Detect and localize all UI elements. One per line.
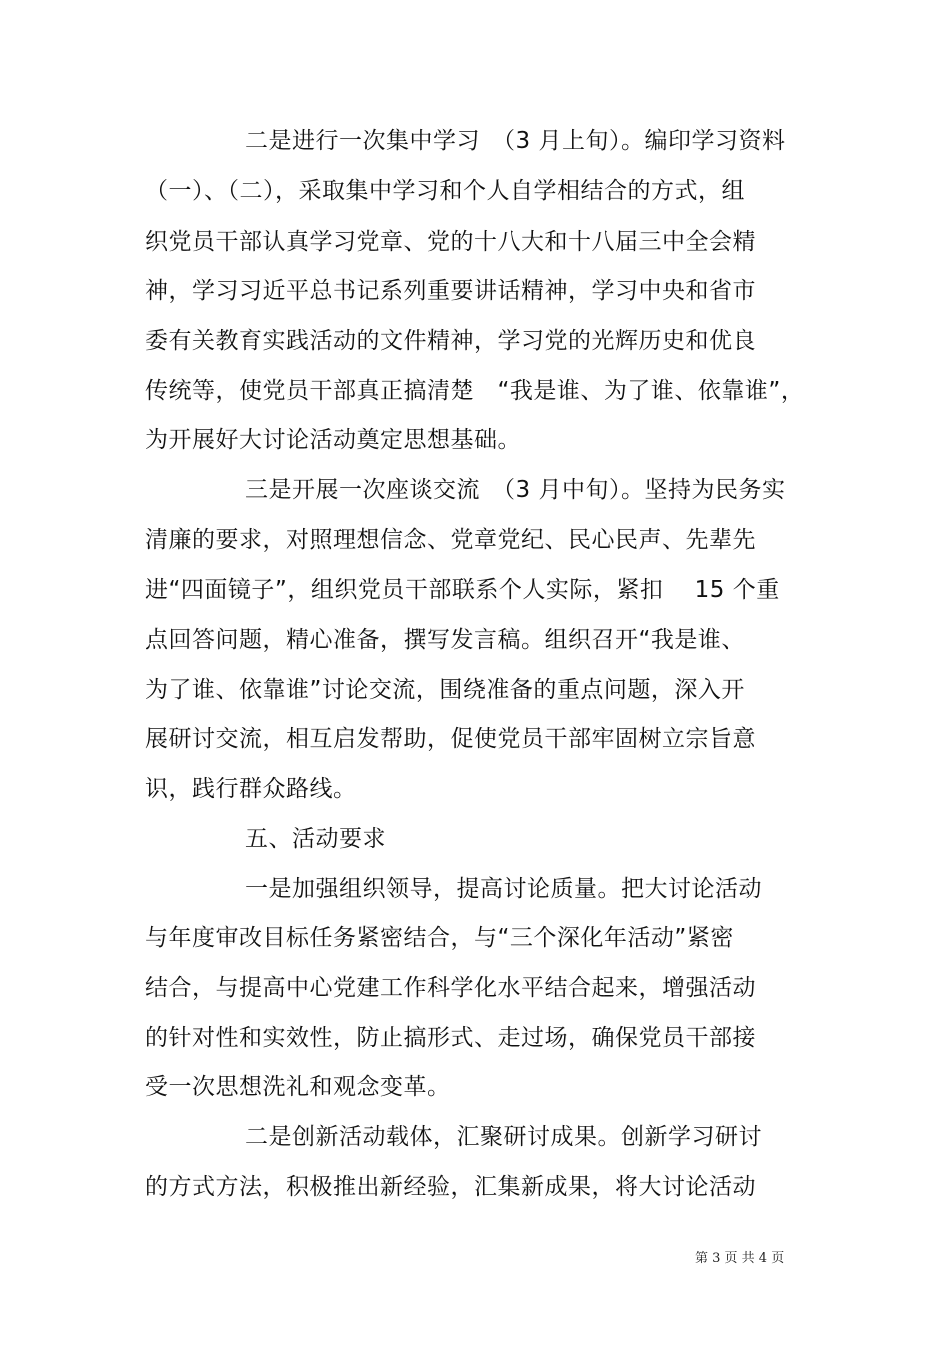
paragraph-line: （一）、（二），采取集中学习和个人自学相结合的方式，组 — [145, 178, 745, 204]
paragraph-line: 为开展好大讨论活动奠定思想基础。 — [145, 427, 521, 453]
paragraph-line: 受一次思想洗礼和观念变革。 — [145, 1074, 451, 1100]
paragraph-line: 清廉的要求，对照理想信念、党章党纪、民心民声、先辈先 — [145, 527, 756, 553]
paragraph-line: 识，践行群众路线。 — [145, 776, 357, 802]
paragraph-line: 一是加强组织领导，提高讨论质量。把大讨论活动 — [245, 876, 762, 902]
paragraph-line: 结合，与提高中心党建工作科学化水平结合起来，增强活动 — [145, 975, 756, 1001]
paragraph-line: 点回答问题，精心准备，撰写发言稿。组织召开“我是谁、 — [145, 627, 745, 653]
paragraph-line: 的方式方法，积极推出新经验，汇集新成果，将大讨论活动 — [145, 1174, 756, 1200]
page-footer: 第 3 页 共 4 页 — [695, 1251, 785, 1266]
paragraph-line: 神，学习习近平总书记系列重要讲话精神，学习中央和省市 — [145, 278, 756, 304]
paragraph-line: 二是进行一次集中学习 （3 月上旬）。编印学习资料 — [245, 128, 786, 154]
paragraph-line: 三是开展一次座谈交流 （3 月中旬）。坚持为民务实 — [245, 477, 786, 503]
paragraph-line: 传统等，使党员干部真正搞清楚 “我是谁、为了谁、依靠谁”， — [145, 378, 805, 404]
paragraph-line: 进“四面镜子”，组织党员干部联系个人实际，紧扣 15 个重 — [145, 577, 780, 603]
paragraph-line: 二是创新活动载体，汇聚研讨成果。创新学习研讨 — [245, 1124, 762, 1150]
paragraph-line: 为了谁、依靠谁”讨论交流，围绕准备的重点问题，深入开 — [145, 677, 745, 703]
paragraph-line: 展研讨交流，相互启发帮助，促使党员干部牢固树立宗旨意 — [145, 726, 756, 752]
paragraph-line: 委有关教育实践活动的文件精神，学习党的光辉历史和优良 — [145, 328, 756, 354]
paragraph-line: 的针对性和实效性，防止搞形式、走过场，确保党员干部接 — [145, 1025, 756, 1051]
section-heading: 五、活动要求 — [245, 826, 386, 852]
paragraph-line: 与年度审改目标任务紧密结合，与“三个深化年活动”紧密 — [145, 925, 734, 951]
paragraph-line: 织党员干部认真学习党章、党的十八大和十八届三中全会精 — [145, 229, 756, 255]
